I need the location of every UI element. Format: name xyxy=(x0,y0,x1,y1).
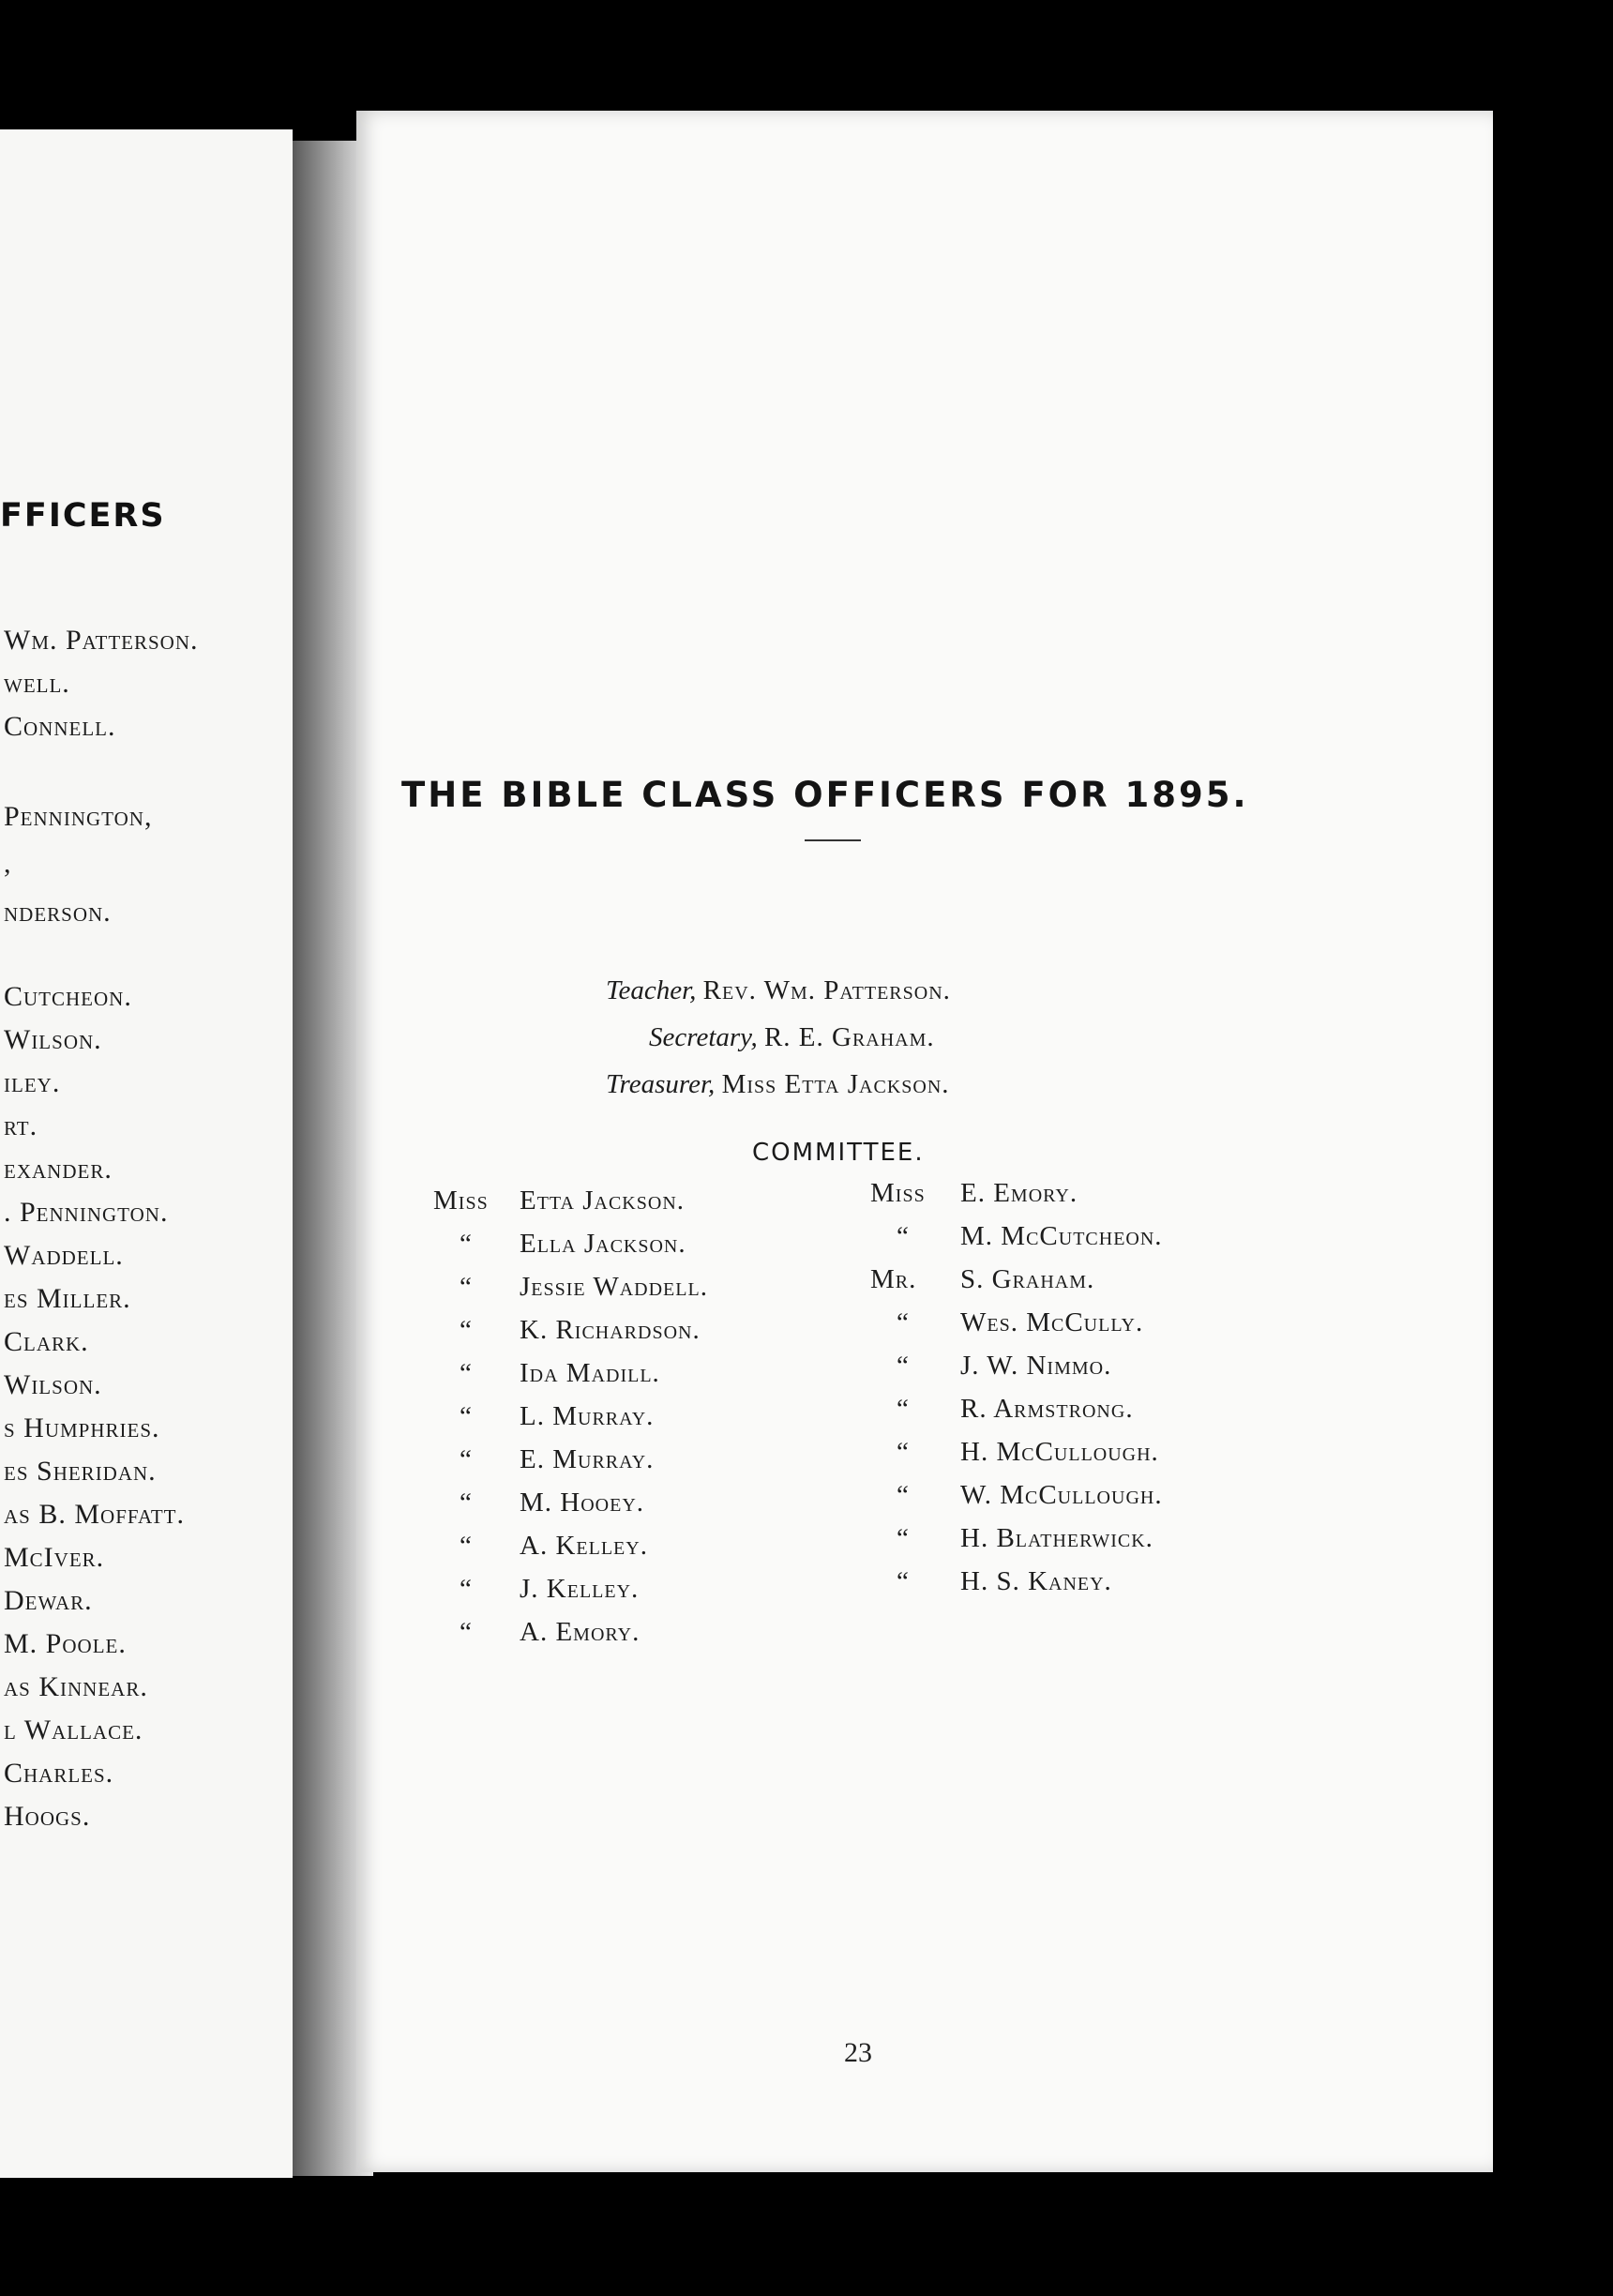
member-name: E. Murray. xyxy=(520,1444,655,1474)
left-page-line: , xyxy=(4,848,12,879)
left-page-line: Wm. Patterson. xyxy=(4,625,199,656)
member-name: M. Hooey. xyxy=(520,1488,645,1518)
member-name: R. Armstrong. xyxy=(960,1394,1134,1424)
member-name: Jessie Waddell. xyxy=(520,1272,708,1302)
left-page-line: Wilson. xyxy=(4,1024,102,1055)
member-prefix: “ xyxy=(897,1480,910,1510)
left-page-line: . Pennington. xyxy=(4,1197,169,1228)
member-name: K. Richardson. xyxy=(520,1315,701,1345)
left-page-line: as Kinnear. xyxy=(4,1671,148,1702)
left-page-line: Wilson. xyxy=(4,1369,102,1400)
member-prefix: “ xyxy=(897,1394,910,1424)
committee-heading: COMMITTEE. xyxy=(752,1139,925,1167)
member-name: J. W. Nimmo. xyxy=(960,1351,1112,1381)
right-page xyxy=(356,111,1493,2172)
member-name: J. Kelley. xyxy=(520,1574,640,1604)
member-prefix: Mr. xyxy=(870,1264,917,1294)
left-page-line: well. xyxy=(4,668,70,699)
title-rule xyxy=(805,839,861,841)
member-prefix: “ xyxy=(897,1221,910,1251)
page-number: 23 xyxy=(844,2037,872,2068)
officer-name: Rev. Wm. Patterson. xyxy=(702,975,951,1005)
member-prefix: “ xyxy=(460,1272,473,1302)
left-page-line: Hoogs. xyxy=(4,1801,91,1832)
left-page-line: Waddell. xyxy=(4,1240,124,1271)
member-prefix: Miss xyxy=(870,1178,926,1208)
officer-treasurer xyxy=(606,1069,950,1100)
member-prefix: “ xyxy=(460,1574,473,1604)
member-name: Etta Jackson. xyxy=(520,1186,686,1216)
member-name: E. Emory. xyxy=(960,1178,1078,1208)
member-prefix: “ xyxy=(897,1437,910,1467)
member-name: W. McCullough. xyxy=(960,1480,1163,1510)
left-page-line: Cutcheon. xyxy=(4,981,132,1012)
left-page-line: Dewar. xyxy=(4,1585,93,1616)
left-page-line: rt. xyxy=(4,1110,38,1141)
member-name: H. McCullough. xyxy=(960,1437,1159,1467)
member-name: Ida Madill. xyxy=(520,1358,660,1388)
left-page-line: l Wallace. xyxy=(4,1714,143,1745)
member-name: Ella Jackson. xyxy=(520,1229,686,1259)
member-name: A. Emory. xyxy=(520,1617,641,1647)
left-page-line: Clark. xyxy=(4,1326,89,1357)
officer-name: Miss Etta Jackson. xyxy=(721,1069,950,1099)
member-prefix: “ xyxy=(460,1531,473,1561)
left-page-line: nderson. xyxy=(4,897,112,928)
member-name: S. Graham. xyxy=(960,1264,1095,1294)
officer-name: R. E. Graham. xyxy=(763,1022,935,1052)
left-page-line: M. Poole. xyxy=(4,1628,127,1659)
member-name: L. Murray. xyxy=(520,1401,655,1431)
member-name: A. Kelley. xyxy=(520,1531,648,1561)
member-prefix: “ xyxy=(897,1351,910,1381)
member-name: Wes. McCully. xyxy=(960,1307,1144,1337)
left-page-line: iley. xyxy=(4,1067,61,1098)
officer-teacher xyxy=(606,975,951,1006)
left-page-line: Pennington, xyxy=(4,801,153,832)
left-page-line: es Miller. xyxy=(4,1283,131,1314)
left-page-line: exander. xyxy=(4,1154,113,1185)
left-page-line: Charles. xyxy=(4,1758,114,1789)
member-prefix: “ xyxy=(460,1358,473,1388)
officer-role: Teacher, xyxy=(606,975,697,1005)
member-prefix: “ xyxy=(897,1566,910,1596)
member-prefix: “ xyxy=(460,1488,473,1518)
left-page-line: Connell. xyxy=(4,711,116,742)
officer-role: Treasurer, xyxy=(606,1069,716,1099)
page-title: THE BIBLE CLASS OFFICERS FOR 1895. xyxy=(401,775,1249,815)
officer-role: Secretary, xyxy=(649,1022,758,1052)
left-page-heading: FFICERS xyxy=(0,497,166,535)
member-prefix: “ xyxy=(897,1523,910,1553)
member-name: H. Blatherwick. xyxy=(960,1523,1153,1553)
member-prefix: “ xyxy=(460,1401,473,1431)
member-prefix: “ xyxy=(460,1617,473,1647)
officer-secretary xyxy=(649,1022,935,1053)
member-name: H. S. Kaney. xyxy=(960,1566,1112,1596)
left-page-line: McIver. xyxy=(4,1542,105,1573)
left-page-line: es Sheridan. xyxy=(4,1456,157,1487)
left-page xyxy=(0,129,293,2178)
member-prefix: “ xyxy=(460,1229,473,1259)
member-prefix: “ xyxy=(460,1444,473,1474)
left-page-line: as B. Moffatt. xyxy=(4,1499,185,1530)
member-prefix: “ xyxy=(897,1307,910,1337)
member-prefix: Miss xyxy=(433,1186,489,1216)
left-page-line: s Humphries. xyxy=(4,1412,160,1443)
member-name: M. McCutcheon. xyxy=(960,1221,1163,1251)
member-prefix: “ xyxy=(460,1315,473,1345)
